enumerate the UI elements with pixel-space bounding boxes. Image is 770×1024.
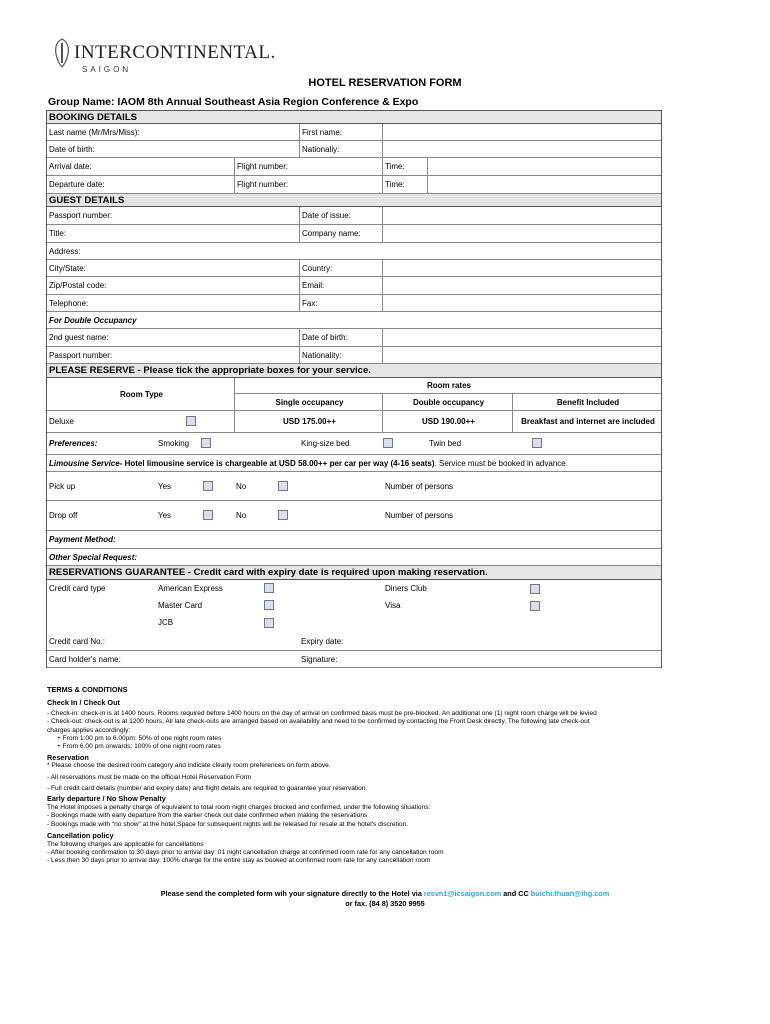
limousine-text: Limousine Service - Hotel limousine service is chargeable at USD 58.00++ per car per way (4-16 seats) . Service must be booked in advance. [49,458,568,468]
cancel-line-1: The following charges are applicable for cancellations [47,840,204,848]
visa-checkbox[interactable] [530,601,540,611]
cc-type-label: Credit card type [49,584,106,593]
departure-flight-label: Flight number: [234,176,288,193]
cc-email-link[interactable]: buichi.thuan@ihg.com [530,889,610,898]
country-field[interactable] [382,260,661,276]
special-request-label: Other Special Request: [49,552,138,562]
limousine-row [47,455,661,472]
departure-time-field[interactable] [427,176,661,193]
double-rate: USD 190.00++ [382,411,512,432]
jcb-label: JCB [158,618,174,627]
expiry-label: Expiry date: [301,637,344,646]
mastercard-checkbox[interactable] [264,600,274,610]
pickup-row[interactable] [47,472,661,501]
early-line-1: The Hotel imposes a penalty charge of equivalent to total room night charges blocked and confirmed, under the following situations: [47,803,431,811]
date-issue-field[interactable] [382,207,661,224]
deluxe-label: Deluxe [49,417,74,426]
pickup-yes-checkbox[interactable] [203,481,213,491]
last-name-row[interactable] [47,124,661,141]
double-occupancy-label: For Double Occupancy [49,315,137,325]
brand-city: SAIGON [82,65,132,74]
last-name-label: Last name (Mr/Mrs/Miss): [49,127,140,137]
deluxe-row[interactable] [47,411,661,433]
country-label: Country: [299,260,332,276]
submission-instructions [0,889,770,909]
arrival-row[interactable] [47,158,661,176]
arrival-time-field[interactable] [427,158,661,175]
mastercard-label: Master Card [158,601,203,610]
first-name-field[interactable] [382,124,661,140]
early-line-3: - Bookings made with “no show” at the hotel,Space for subsequent nights will be released for resale at the hotel's discretion. [47,820,409,828]
room-type-header: Room Type [120,389,163,399]
cc-number-label: Credit card No.: [49,637,106,646]
signature-label: Signature: [301,654,338,664]
arrival-label: Arrival date: [49,162,92,171]
nationality-field[interactable] [382,141,661,157]
king-bed-checkbox[interactable] [383,438,393,448]
dob-row[interactable] [47,141,661,158]
credit-card-type-row[interactable] [47,580,661,651]
city-row[interactable] [47,260,661,277]
arrival-time-label: Time: [382,158,405,175]
double-occupancy-row [47,312,661,329]
booking-details-heading: BOOKING DETAILS [47,111,661,124]
terms-heading: TERMS & CONDITIONS [47,685,128,694]
company-label: Company name: [299,225,361,242]
reservation-line-2: - All reservations must be made on the official Hotel Reservation Form [47,773,252,781]
twin-bed-checkbox[interactable] [532,438,542,448]
guest-details-heading: GUEST DETAILS [47,194,661,207]
pickup-persons-label: Number of persons [385,481,454,491]
reserve-heading: PLEASE RESERVE - Please tick the appropriate boxes for your service. [47,364,661,378]
passport2-label: Passport number: [49,350,113,360]
departure-row[interactable] [47,176,661,194]
deluxe-checkbox[interactable] [186,416,196,426]
passport-label: Passport number: [49,211,113,220]
reservation-form [46,110,662,668]
amex-checkbox[interactable] [264,583,274,593]
email-field[interactable] [382,277,661,294]
nationality2-field[interactable] [382,347,661,363]
title-label: Title: [49,229,67,238]
early-line-2: - Bookings made with early departure from the earlier check out date confirmed when making the reservations [47,812,368,820]
dob2-field[interactable] [382,329,661,346]
brand-name: INTERCONTINENTAL. [74,42,276,63]
reservation-line-1: * Please choose the desired room category and indicate clearly room preferences on form above. [47,762,331,770]
email-label: Email: [299,277,324,294]
dropoff-persons-label: Number of persons [385,511,454,520]
dropoff-label: Drop off [49,511,78,520]
diners-label: Diners Club [385,584,427,593]
preferences-row[interactable] [47,433,661,455]
diners-checkbox[interactable] [530,584,540,594]
cancel-line-3: - Less then 30 days prior to arrival day: 100% charge for the entire stay as booked at confirmed room rate for any cancellation room [47,857,431,865]
form-title: HOTEL RESERVATION FORM [308,77,462,89]
dob-label: Date of birth: [49,144,95,154]
arrival-flight-label: Flight number: [234,158,288,175]
departure-time-label: Time: [382,176,405,193]
second-guest-row[interactable] [47,329,661,347]
guarantee-heading: RESERVATIONS GUARANTEE - Credit card with expiry date is required upon making reservation. [47,566,661,580]
second-guest-label: 2nd guest name: [49,333,109,342]
amex-label: American Express [158,584,223,593]
checkin-line-3: charges applies accordingly: [47,726,131,734]
benefit-value: Breakfast and internet are included [512,411,661,432]
payment-label: Payment Method: [49,535,116,544]
telephone-label: Telephone: [49,298,89,308]
pickup-yes-label: Yes [158,481,172,491]
twin-bed-label: Twin bed [429,439,462,448]
checkin-line-5: + From 6.00 pm onwards: 100% of one night room rates [57,743,221,751]
pickup-no-label: No [236,481,247,491]
visa-label: Visa [385,601,401,610]
double-occupancy-header: Double occupancy [382,394,512,410]
checkin-line-2: - Check-out: check-out is at 1200 hours. All late check-outs are arranged based on availability and need to be confirmed by contacting the Front Desk directly. The following late check-out [47,718,590,726]
smoking-checkbox[interactable] [201,438,211,448]
early-departure-heading: Early departure / No Show Penalty [47,794,166,804]
card-holder-row[interactable] [47,651,661,668]
address-label: Address: [49,246,81,256]
reservation-heading: Reservation [47,752,89,762]
jcb-checkbox[interactable] [264,618,274,628]
zip-label: Zip/Postal code: [49,281,107,290]
intercontinental-emblem-icon [52,38,72,68]
cancel-line-2: - After booking confirmation to 30 days prior to arrival day: 01 night cancellation charge at confirmed room rate for any cancellation room [47,848,444,856]
king-bed-label: King-size bed [301,439,350,448]
dob2-label: Date of birth: [299,329,348,346]
card-holder-label: Card holder's name: [49,654,121,664]
date-issue-label: Date of issue: [299,207,351,224]
city-label: City/State: [49,263,86,273]
fax-field[interactable] [382,295,661,311]
single-rate: USD 175.00++ [234,411,382,432]
footer-line-2: or fax. (84 8) 3520 9955 [345,899,425,908]
pickup-label: Pick up [49,481,76,491]
checkin-line-1: - Check-in: check-in is at 1400 hours. Rooms required before 1400 hours on the day of arrival on confirmed basis must be pre-blocked. An additional one (1) night room charge will be levied [47,709,597,717]
payment-row[interactable] [47,531,661,549]
first-name-label: First name: [299,124,342,140]
passport2-row[interactable] [47,347,661,364]
fax-label: Fax: [299,295,318,311]
checkin-heading: Check In / Check Out [47,698,120,708]
dropoff-no-label: No [236,511,247,520]
zip-row[interactable] [47,277,661,295]
cancellation-heading: Cancellation policy [47,831,114,841]
departure-label: Departure date: [49,180,105,189]
smoking-label: Smoking [158,439,190,448]
dropoff-no-checkbox[interactable] [278,510,288,520]
title-row[interactable] [47,225,661,243]
company-field[interactable] [382,225,661,242]
group-name: Group Name: IAOM 8th Annual Southeast Asia Region Conference & Expo [48,96,419,108]
footer-line-1: Please send the completed form wih your signature directly to the Hotel via resvn1@icsaigon.com and CC buichi.thuan@ihg.com [160,889,610,898]
dropoff-row[interactable] [47,501,661,531]
checkin-line-4: + From 1:00 pm to 6.00pm: 50% of one night room rates [57,735,222,743]
single-occupancy-header: Single occupancy [234,394,382,410]
dropoff-yes-checkbox[interactable] [203,510,213,520]
special-request-row[interactable] [47,549,661,566]
preferences-label: Preferences: [49,439,98,448]
pickup-no-checkbox[interactable] [278,481,288,491]
address-row[interactable] [47,243,661,260]
nationality-label: Nationaliy: [299,141,339,157]
reservation-line-3: - Full credit card details (number and expiry date) and flight details are required to guarantee your reservation [47,785,366,793]
room-rates-header [47,378,661,411]
nationality2-label: Nationality: [299,347,342,363]
telephone-row[interactable] [47,295,661,312]
passport-row[interactable] [47,207,661,225]
reservation-email-link[interactable]: resvn1@icsaigon.com [423,889,502,898]
terms-and-conditions [47,686,667,866]
room-rates-header-label: Room rates [234,378,661,394]
benefit-header: Benefit Included [512,394,661,410]
dropoff-yes-label: Yes [158,511,172,520]
